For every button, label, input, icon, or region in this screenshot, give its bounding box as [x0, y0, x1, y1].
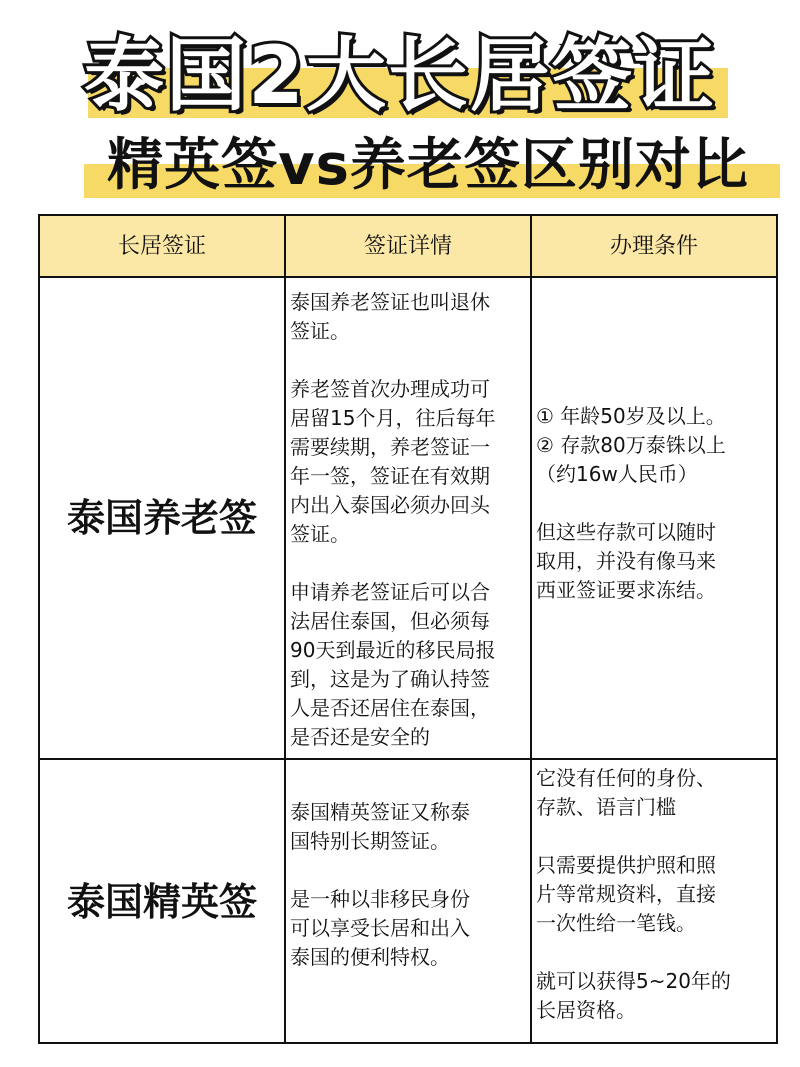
visa-name: 泰国精英签	[66, 880, 257, 924]
detail-line: 年一签，签证在有效期	[290, 464, 490, 488]
conditions-text	[536, 402, 772, 605]
visa-details-cell	[286, 278, 532, 758]
conditions-cell	[532, 760, 776, 1042]
detail-line: 国特别长期签证。	[290, 829, 450, 853]
detail-line: 养老签首次办理成功可	[290, 377, 490, 401]
condition-line: 就可以获得5~20年的	[536, 969, 731, 993]
condition-line: ② 存款80万泰铢以上	[536, 433, 726, 457]
header-conditions: 办理条件	[532, 216, 776, 278]
title-area	[0, 0, 800, 215]
detail-line: 人是否还居住在泰国，	[290, 696, 490, 720]
detail-line: 需要续期，养老签证一	[290, 435, 490, 459]
detail-line: 法居住泰国，但必须每	[290, 609, 490, 633]
condition-line: （约16w人民币）	[536, 462, 698, 486]
conditions-text	[536, 764, 772, 1025]
condition-line: 只需要提供护照和照	[536, 853, 716, 877]
detail-line: 可以享受长居和出入	[290, 916, 470, 940]
header-visa-details: 签证详情	[286, 216, 532, 278]
detail-line: 申请养老签证后可以合	[290, 580, 490, 604]
detail-line: 泰国精英签证又称泰	[290, 800, 470, 824]
visa-details-text	[290, 288, 526, 752]
detail-line: 90天到最近的移民局报	[290, 638, 496, 662]
sub-title	[72, 128, 784, 204]
table-row-retirement	[40, 278, 776, 760]
visa-details-cell	[286, 760, 532, 1042]
visa-name-cell	[40, 278, 286, 758]
condition-line: 长居资格。	[536, 998, 636, 1022]
comparison-table	[38, 214, 778, 1044]
detail-line: 签证。	[290, 319, 350, 343]
detail-line: 泰国养老签证也叫退休	[290, 290, 490, 314]
condition-line: 片等常规资料，直接	[536, 882, 716, 906]
condition-line: 存款、语言门槛	[536, 795, 676, 819]
condition-line: ① 年龄50岁及以上。	[536, 404, 726, 428]
sub-title-text: 精英签vs养老签区别对比	[107, 133, 749, 198]
detail-line: 是一种以非移民身份	[290, 887, 470, 911]
table-row-elite	[40, 760, 776, 1042]
conditions-cell	[532, 278, 776, 758]
main-title-text: 泰国2大长居签证	[84, 29, 716, 122]
detail-line: 居留15个月，往后每年	[290, 406, 496, 430]
condition-line: 但这些存款可以随时	[536, 520, 716, 544]
detail-line: 内出入泰国必须办回头	[290, 493, 490, 517]
detail-line: 泰国的便利特权。	[290, 945, 450, 969]
detail-line: 是否还是安全的	[290, 725, 430, 749]
visa-name: 泰国养老签	[66, 496, 257, 540]
condition-line: 它没有任何的身份、	[536, 766, 716, 790]
main-title	[40, 28, 760, 124]
detail-line: 到，这是为了确认持签	[290, 667, 490, 691]
condition-line: 西亚签证要求冻结。	[536, 578, 716, 602]
condition-line: 取用，并没有像马来	[536, 549, 716, 573]
visa-details-text	[290, 798, 526, 972]
detail-line: 签证。	[290, 522, 350, 546]
visa-name-cell	[40, 760, 286, 1042]
header-visa-type: 长居签证	[40, 216, 286, 278]
condition-line: 一次性给一笔钱。	[536, 911, 696, 935]
